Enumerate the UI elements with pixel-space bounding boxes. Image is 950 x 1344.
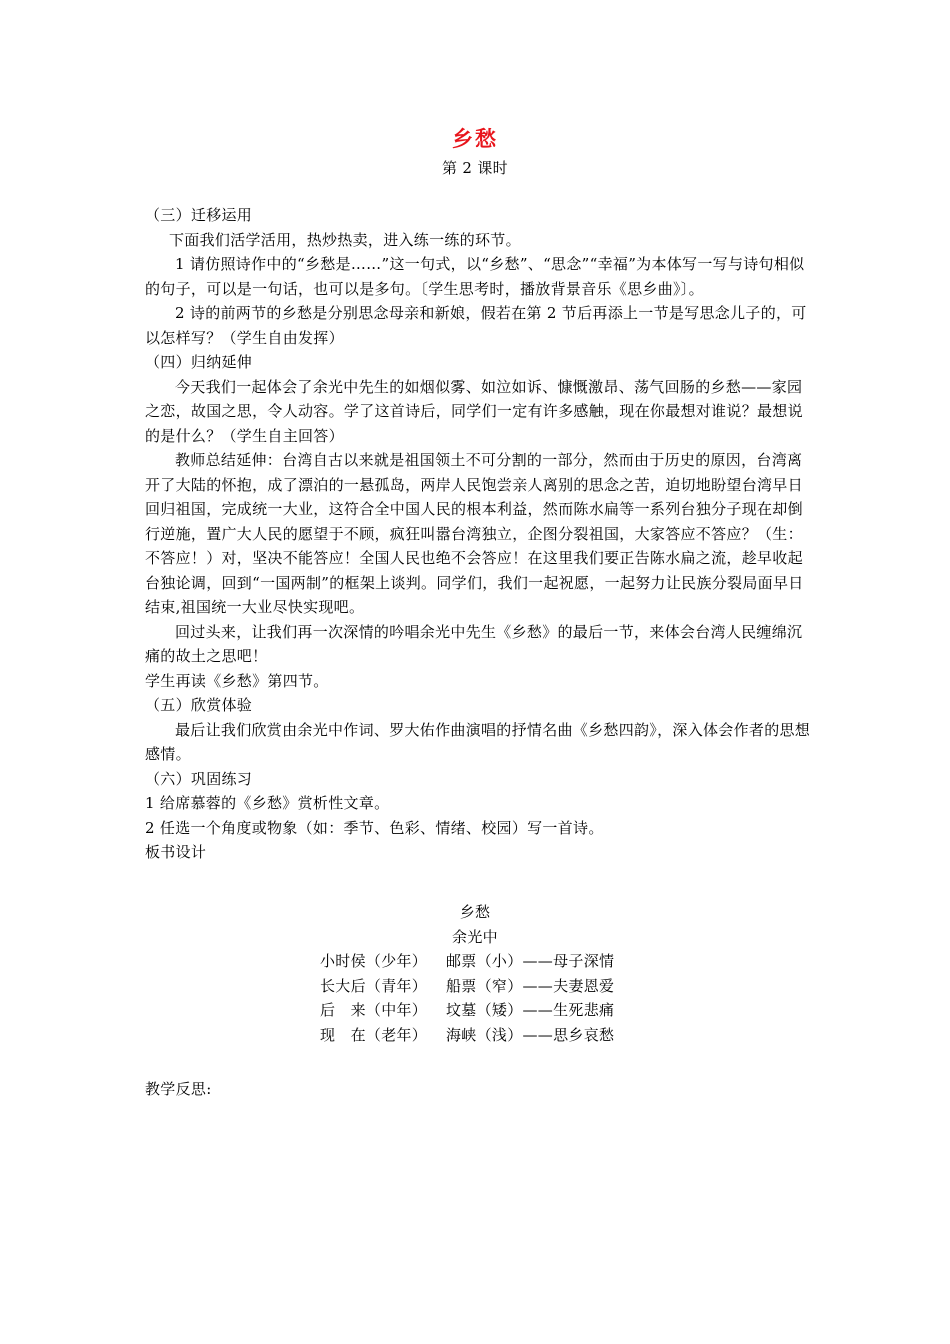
teaching-reflection-label: 教学反思:: [145, 1080, 212, 1098]
board-image: 坟墓（矮）——生死悲痛: [446, 1001, 615, 1019]
board-period: 现 在（老年）: [320, 1025, 428, 1044]
exercise-item: 2 任选一个角度或物象（如：季节、色彩、情绪、校园）写一首诗。: [145, 818, 604, 837]
board-design: [0, 900, 950, 1047]
paragraph: 最后让我们欣赏由余光中作词、罗大佑作曲演唱的抒情名曲《乡愁四韵》，深入体会作者的思想感情。: [145, 720, 811, 763]
paragraph: 1 请仿照诗作中的“乡愁是……”这一句式，以“乡愁”、“思念”“幸福”为本体写一写与诗句相似的句子，可以是一句话，也可以是多句。〔学生思考时，播放背景音乐《思乡曲》〕。: [145, 255, 805, 298]
document-title: 乡愁: [452, 126, 498, 151]
section-heading-summary: （四）归纳延伸: [145, 353, 253, 371]
paragraph: 教师总结延伸：台湾自古以来就是祖国领土不可分割的一部分，然而由于历史的原因，台湾离开了大陆的怀抱，成了漂泊的一悬孤岛，两岸人民饱尝亲人离别的思念之苦，迫切地盼望台湾早日回归祖国，完成统一大业，这符合全中国人民的根本利益，然而陈水扁等一系列台独分子现在却倒行逆施，置广大人民的愿望于不顾，疯狂叫嚣台湾独立，企图分裂祖国，大家答应不答应？（生：不答应！）对，坚决不能答应！全国人民也绝不会答应！在这里我们要正告陈水扁之流，趁早收起台独论调，回到“一国两制”的框架上谈判。同学们，我们一起祝愿，一起努力让民族分裂局面早日结束,祖国统一大业尽快实现吧。: [145, 451, 804, 616]
board-period: 小时侯（少年）: [320, 952, 428, 970]
board-period: 长大后（青年）: [320, 976, 428, 995]
paragraph: 回过头来，让我们再一次深情的吟唱余光中先生《乡愁》的最后一节，来体会台湾人民缠绵沉痛的故土之思吧！: [145, 622, 803, 665]
board-row: [0, 998, 950, 1023]
section-heading-practice: （六）巩固练习: [145, 769, 253, 788]
board-image: 船票（窄）——夫妻恩爱: [446, 976, 615, 995]
board-period: 后 来（中年）: [320, 1001, 428, 1019]
board-image: 邮票（小）——母子深情: [446, 952, 615, 970]
paragraph: 下面我们活学活用，热炒热卖，进入练一练的环节。: [169, 230, 521, 249]
section-heading-appreciation: （五）欣赏体验: [145, 696, 253, 714]
paragraph: 学生再读《乡愁》第四节。: [145, 671, 329, 690]
board-title: 乡愁: [459, 903, 491, 921]
section-heading-transfer: （三）迁移运用: [145, 206, 253, 224]
board-design-heading: 板书设计: [145, 843, 207, 861]
lesson-period: 第 2 课时: [442, 159, 508, 177]
exercise-item: 1 给席慕蓉的《乡愁》赏析性文章。: [145, 794, 390, 812]
board-row: [0, 949, 950, 974]
board-image: 海峡（浅）——思乡哀愁: [446, 1025, 615, 1044]
board-row: [0, 1023, 950, 1048]
lesson-body: [145, 203, 813, 865]
paragraph: 2 诗的前两节的乡愁是分别思念母亲和新娘，假若在第 2 节后再添上一节是写思念儿子的，可以怎样写？（学生自由发挥）: [145, 304, 807, 347]
board-row: [0, 974, 950, 999]
board-author: 余光中: [452, 927, 498, 946]
paragraph: 今天我们一起体会了余光中先生的如烟似雾、如泣如诉、慷慨激昂、荡气回肠的乡愁——家园之恋，故国之思，令人动容。学了这首诗后，同学们一定有许多感触，现在你最想对谁说？最想说的是什么？（学生自主回答）: [145, 377, 803, 445]
